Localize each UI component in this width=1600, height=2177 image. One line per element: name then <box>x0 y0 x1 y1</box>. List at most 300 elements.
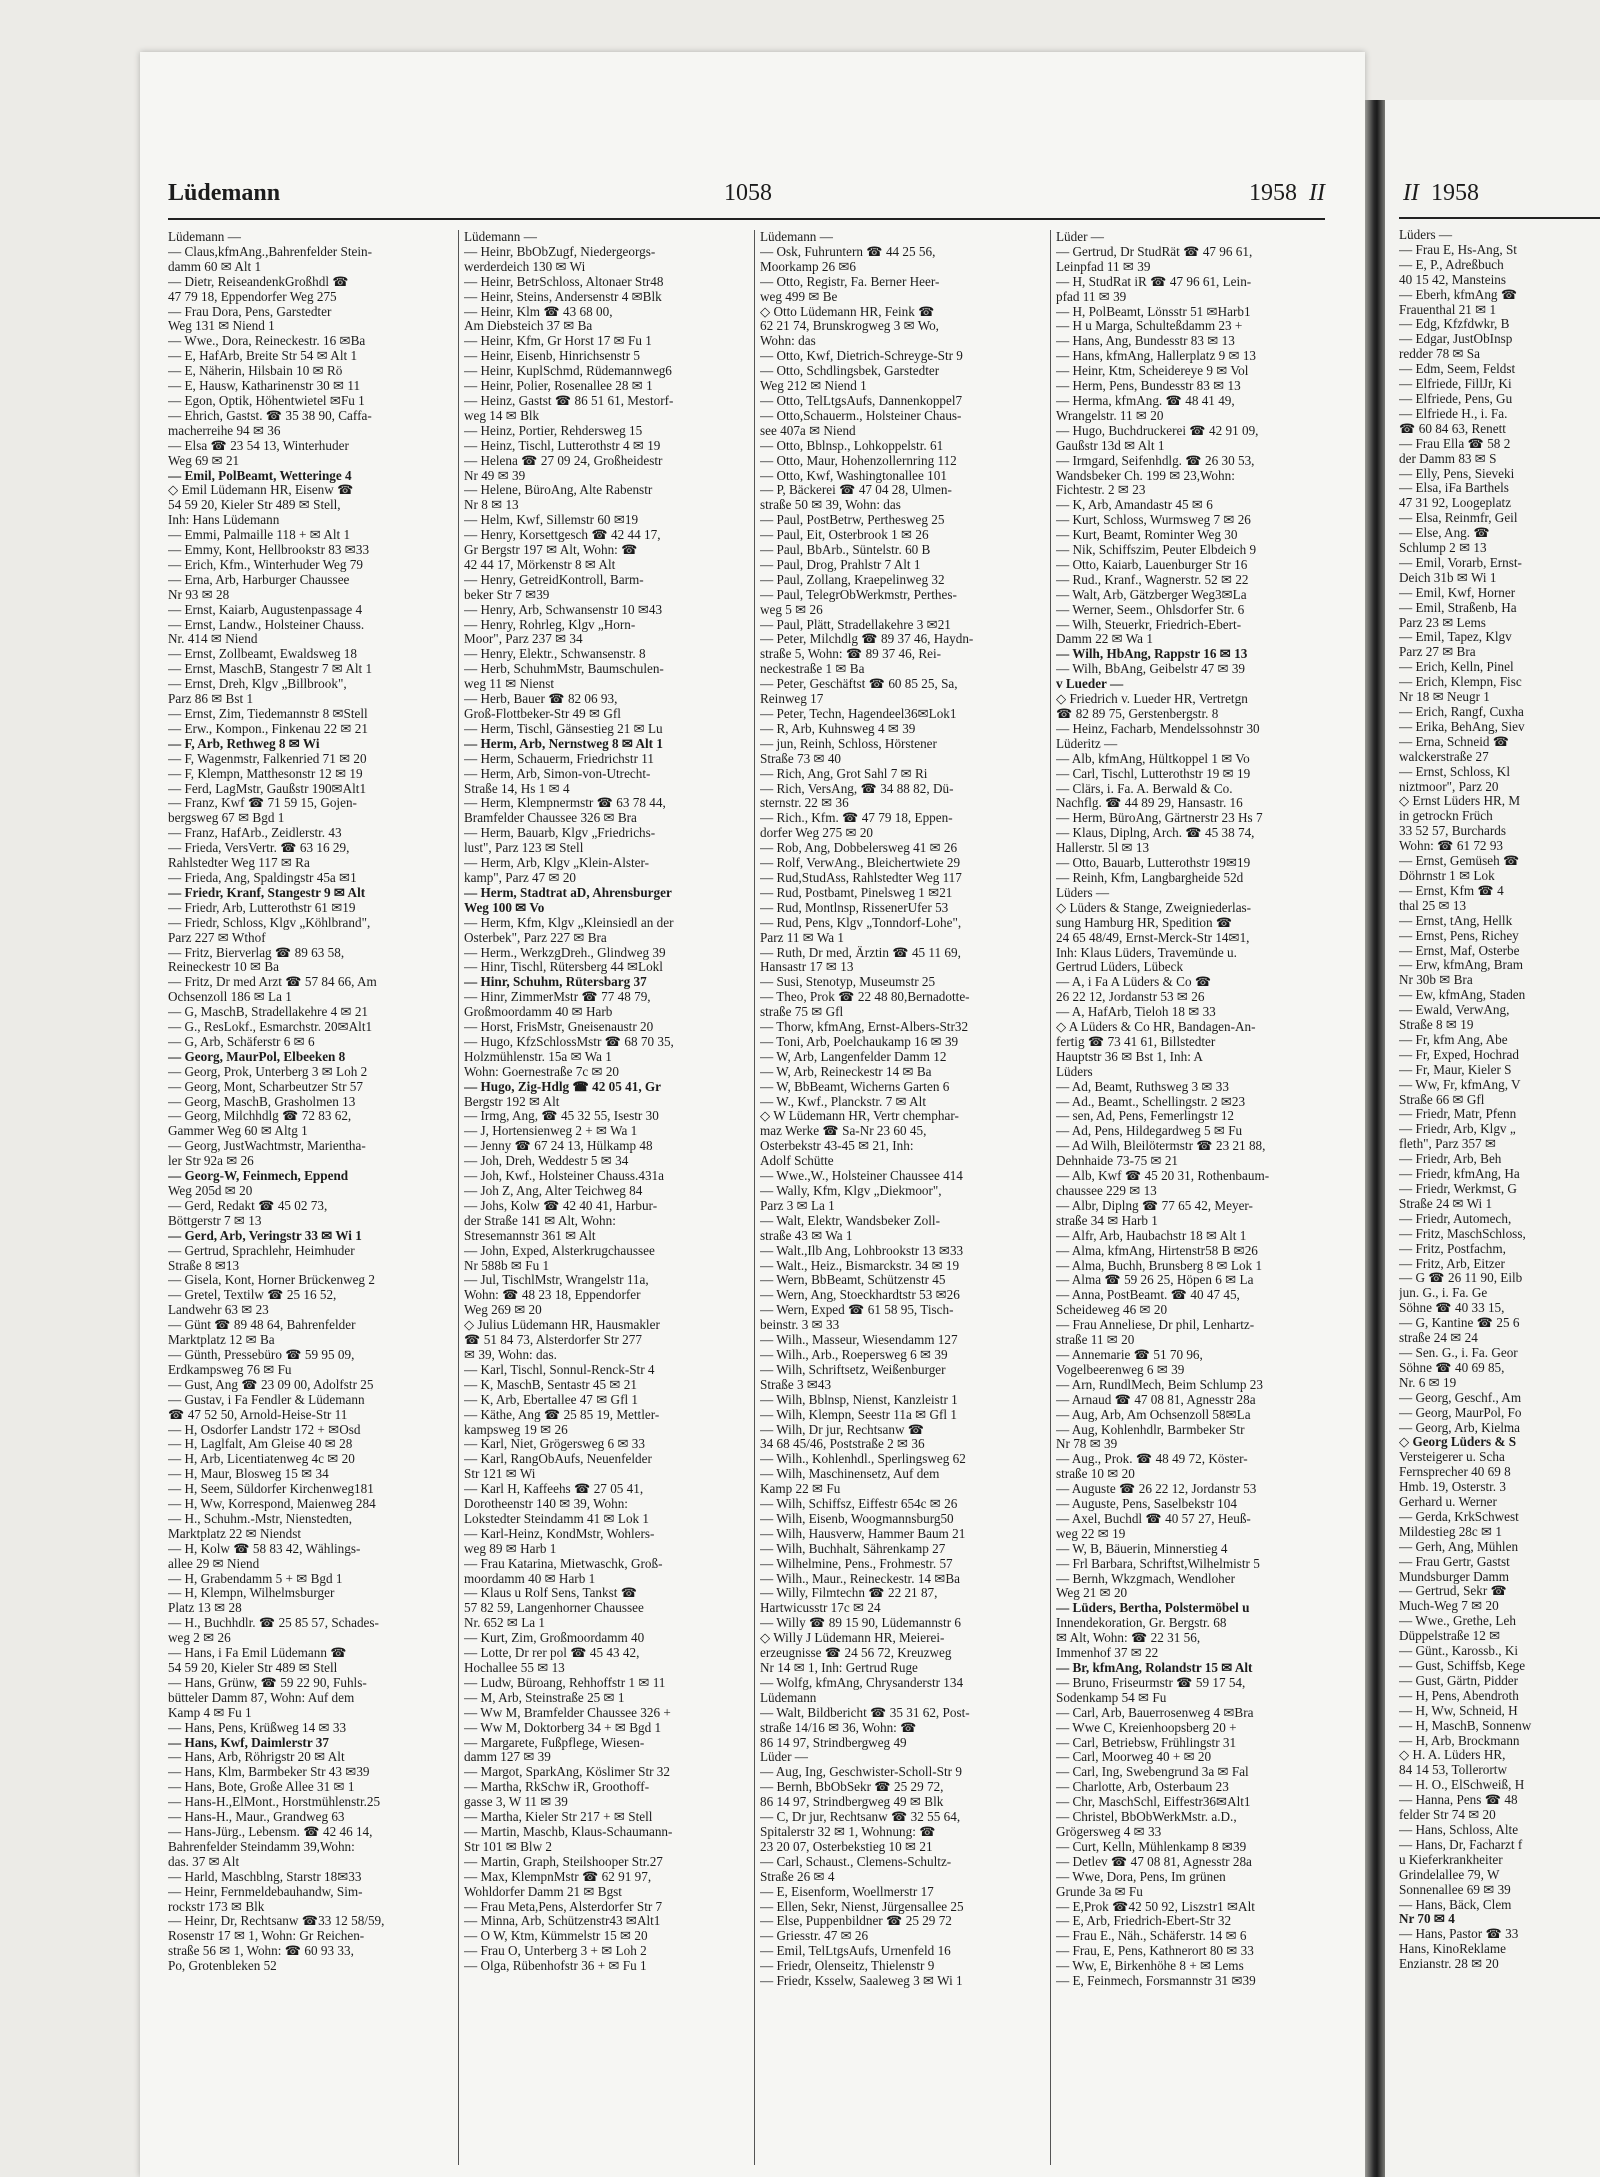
directory-entry-line: — Heinr, BetrSchloss, Altonaer Str48 <box>464 274 664 289</box>
directory-entry-line: — Hinr, Tischl, Rütersberg 44 ✉Lokl <box>464 960 663 975</box>
directory-entry-line: ◇ Emil Lüdemann HR, Eisenw ☎ <box>168 483 354 498</box>
directory-entry-line: — Ernst, Schloss, Kl <box>1399 763 1510 779</box>
directory-entry-line: — Hugo, KfzSchlossMstr ☎ 68 70 35, <box>464 1034 674 1049</box>
directory-entry-line: — Lüders, Bertha, Polstermöbel u <box>1056 1601 1250 1616</box>
directory-entry-line: — Eberh, kfmAng ☎ <box>1399 286 1518 302</box>
directory-entry-line: Nr. 6 ✉ 19 <box>1399 1374 1457 1390</box>
directory-entry-line: — Ernst, Dreh, Klgv „Billbrook", <box>168 677 347 692</box>
directory-entry-line: walckerstraße 27 <box>1399 748 1489 764</box>
directory-entry-line: — K, MaschB, Sentastr 45 ✉ 21 <box>464 1377 637 1392</box>
directory-entry-line: v Lueder — <box>1056 677 1124 692</box>
directory-entry-line: — Franz, Kwf ☎ 71 59 15, Gojen- <box>168 796 357 811</box>
directory-entry-line: — Elfriede, Pens, Gu <box>1399 390 1513 406</box>
directory-entry-line: — Klaus, Diplng, Arch. ☎ 45 38 74, <box>1056 826 1255 841</box>
directory-entry-line: Söhne ☎ 40 33 15, <box>1399 1300 1505 1316</box>
directory-entry-line: — Hans, Bäck, Clem <box>1399 1896 1512 1912</box>
directory-entry-line: — Heinr, KuplSchmd, Rüdemannweg6 <box>464 364 672 379</box>
directory-entry-line: — Wern, Ang, Stoeckhardtstr 53 ✉26 <box>760 1288 960 1303</box>
directory-entry-line: — Edm, Seem, Feldst <box>1399 361 1516 377</box>
directory-entry-line: der Damm 83 ✉ S <box>1399 450 1497 466</box>
directory-entry-line: Sodenkamp 54 ✉ Fu <box>1056 1690 1167 1705</box>
directory-entry-line: 42 44 17, Mörkenstr 8 ✉ Alt <box>464 557 616 572</box>
directory-entry-line: — Friedr, Arb, Beh <box>1399 1151 1502 1167</box>
directory-entry-line: — Edg, Kfzfdwkr, B <box>1399 316 1510 332</box>
directory-entry-line: — Otto,Schauerm., Holsteiner Chaus- <box>760 408 962 423</box>
directory-entry-line: — Otto, Maur, Hohenzollernring 112 <box>760 453 957 468</box>
directory-entry-line: Holzmühlenstr. 15a ✉ Wa 1 <box>464 1049 612 1064</box>
directory-entry-line: — Friedr, Automech, <box>1399 1210 1512 1226</box>
directory-entry-line: — Gertrud, Sprachlehr, Heimhuder <box>168 1243 355 1258</box>
directory-entry-line: — Ww M, Bramfelder Chaussee 326 + <box>464 1705 671 1720</box>
directory-entry-line: 57 82 59, Langenhorner Chaussee <box>464 1601 644 1616</box>
directory-entry-line: — Irmg, Ang, ☎ 45 32 55, Isestr 30 <box>464 1109 659 1124</box>
directory-entry-line: — G., ResLokf., Esmarchstr. 20✉Alt1 <box>168 1020 373 1035</box>
directory-entry-line: — Heinr, Steins, Andersenstr 4 ✉Blk <box>464 289 662 304</box>
directory-entry-line: weg 11 ✉ Nienst <box>464 677 555 692</box>
directory-entry-line: — Curt, Kelln, Mühlenkamp 8 ✉39 <box>1056 1839 1247 1854</box>
directory-entry-line: — Herma, kfmAng. ☎ 48 41 49, <box>1056 393 1235 408</box>
directory-entry-line: — Erw., Kompon., Finkenau 22 ✉ 21 <box>168 721 368 736</box>
directory-entry-line: — Rich, Ang, Grot Sahl 7 ✉ Ri <box>760 766 928 781</box>
directory-entry-line: — Bernh, Wkzgmach, Wendloher <box>1056 1571 1235 1586</box>
column-divider <box>754 230 755 2165</box>
directory-entry-line: — Otto, Bblnsp., Lohkoppelstr. 61 <box>760 438 944 453</box>
directory-entry-line: — Herm, Klempnermstr ☎ 63 78 44, <box>464 796 666 811</box>
directory-entry-line: — E, Feinmech, Forsmannstr 31 ✉39 <box>1056 1974 1256 1989</box>
directory-entry-line: — H, MaschB, Sonnenw <box>1399 1717 1532 1733</box>
directory-entry-line: — Frieda, VersVertr. ☎ 63 16 29, <box>168 841 350 856</box>
directory-entry-line: — Werner, Seem., Ohlsdorfer Str. 6 <box>1056 602 1245 617</box>
directory-entry-line: — K, Arb, Amandastr 45 ✉ 6 <box>1056 498 1213 513</box>
directory-entry-line: — Detlev ☎ 47 08 81, Agnesstr 28a <box>1056 1854 1252 1869</box>
directory-entry-line: — Elsa, iFa Barthels <box>1399 480 1509 496</box>
directory-entry-line: — Karl H, Kaffeehs ☎ 27 05 41, <box>464 1482 644 1497</box>
directory-entry-line: — Ad, Beamt, Ruthsweg 3 ✉ 33 <box>1056 1079 1229 1094</box>
directory-entry-line: Landwehr 63 ✉ 23 <box>168 1303 269 1318</box>
directory-entry-line: Lüders — <box>1056 885 1110 900</box>
right-column <box>1399 228 1600 2158</box>
directory-entry-line: — Griesstr. 47 ✉ 26 <box>760 1929 869 1944</box>
directory-entry-line: — Emil, Straßenb, Ha <box>1399 599 1517 615</box>
directory-entry-line: — Herb, Bauer ☎ 82 06 93, <box>464 692 618 707</box>
directory-entry-line: — E, Hausw, Katharinenstr 30 ✉ 11 <box>168 379 361 394</box>
directory-entry-line: — Herm, Arb, Simon-von-Utrecht- <box>464 766 651 781</box>
directory-entry-line: — Frau E., Näh., Schäferstr. 14 ✉ 6 <box>1056 1929 1247 1944</box>
directory-entry-line: Nr 30b ✉ Bra <box>1399 972 1473 988</box>
directory-entry-line: — Elly, Pens, Sieveki <box>1399 465 1515 481</box>
directory-entry-line: — Wilh, Schiffsz, Eiffestr 654c ✉ 26 <box>760 1497 958 1512</box>
directory-entry-line: Str 101 ✉ Blw 2 <box>464 1839 552 1854</box>
directory-entry-line: — Heinr, Fernmeldebauhandw, Sim- <box>168 1884 363 1899</box>
directory-entry-line: — H, Osdorfer Landstr 172 + ✉Osd <box>168 1422 361 1437</box>
page-number: 1058 <box>724 180 772 206</box>
directory-entry-line: Lüdemann — <box>760 230 833 244</box>
directory-entry-line: ☎ 60 84 63, Renett <box>1399 420 1506 436</box>
directory-entry-line: ler Str 92a ✉ 26 <box>168 1154 254 1169</box>
directory-entry-line: — Martha, Kieler Str 217 + ✉ Stell <box>464 1810 653 1825</box>
directory-entry-line: Gr Bergstr 197 ✉ Alt, Wohn: ☎ <box>464 543 638 558</box>
directory-entry-line: Am Diebsteich 37 ✉ Ba <box>464 319 593 334</box>
directory-entry-line: — Alma, Buchh, Brunsberg 8 ✉ Lok 1 <box>1056 1258 1263 1273</box>
directory-entry-line: Straße 73 ✉ 40 <box>760 751 842 766</box>
directory-entry-line: — Wilh, BbAng, Geibelstr 47 ✉ 39 <box>1056 662 1246 677</box>
directory-entry-line: — W., Kwf., Planckstr. 7 ✉ Alt <box>760 1094 927 1109</box>
directory-entry-line: fertig ☎ 73 41 61, Billstedter <box>1056 1034 1216 1049</box>
directory-entry-line: — Karl-Heinz, KondMstr, Wohlers- <box>464 1526 655 1541</box>
directory-entry-line: — Wilh, HbAng, Rappstr 16 ✉ 13 <box>1056 647 1248 662</box>
directory-entry-line: — Anna, PostBeamt. ☎ 40 47 45, <box>1056 1288 1240 1303</box>
directory-entry-line: — Alma, kfmAng, Hirtenstr58 B ✉26 <box>1056 1243 1258 1258</box>
directory-entry-line: sternstr. 22 ✉ 36 <box>760 796 849 811</box>
directory-entry-line: Inh: Hans Lüdemann <box>168 513 280 528</box>
directory-entry-line: — Frau E, Hs-Ang, St <box>1399 241 1517 257</box>
directory-entry-line: — Ernst, Zim, Tiedemannstr 8 ✉Stell <box>168 707 368 721</box>
directory-entry-line: — Horst, FrisMstr, Gneisenaustr 20 <box>464 1020 654 1035</box>
directory-entry-line: — Georg, MaurPol, Fo <box>1399 1404 1522 1420</box>
year: 1958 <box>1249 180 1298 206</box>
directory-entry-line: Straße 3 ✉43 <box>760 1377 832 1392</box>
directory-entry-line: — Georg, Arb, Kielma <box>1399 1419 1520 1435</box>
directory-entry-line: — H, Kolw ☎ 58 83 42, Wählings- <box>168 1541 361 1556</box>
directory-entry-line: — Paul, PostBetrw, Perthesweg 25 <box>760 513 945 528</box>
directory-entry-line: — Karl, RangObAufs, Neuenfelder <box>464 1452 652 1467</box>
directory-entry-line: — Ehrich, Gastst. ☎ 35 38 90, Caffa- <box>168 408 372 423</box>
directory-entry-line: — Claus,kfmAng.,Bahrenfelder Stein- <box>168 244 372 259</box>
directory-entry-line: — Ad, Pens, Hildegardweg 5 ✉ Fu <box>1056 1124 1243 1139</box>
directory-entry-line: — Rob, Ang, Dobbelersweg 41 ✉ 26 <box>760 841 958 856</box>
directory-entry-line: Lüder — <box>1056 230 1104 244</box>
directory-entry-line: — H, Maur, Blosweg 15 ✉ 34 <box>168 1467 329 1482</box>
directory-entry-line: — Käthe, Ang ☎ 25 85 19, Mettler- <box>464 1407 660 1422</box>
directory-entry-line: — Herm, Arb, Klgv „Klein-Alster- <box>464 856 650 871</box>
directory-entry-line: Mildestieg 28c ✉ 1 <box>1399 1523 1502 1539</box>
directory-entry-line: — Gerd, Redakt ☎ 45 02 73, <box>168 1198 328 1213</box>
directory-entry-line: — Hugo, Buchdruckerei ☎ 42 91 09, <box>1056 423 1259 438</box>
directory-entry-line: 54 59 20, Kieler Str 489 ✉ Stell, <box>168 498 341 513</box>
directory-entry-line: — Joh Z, Ang, Alter Teichweg 84 <box>464 1184 643 1198</box>
directory-entry-line: — H u Marga, Schulteßdamm 23 + <box>1056 319 1243 334</box>
directory-entry-line: weg 499 ✉ Be <box>760 289 838 304</box>
directory-entry-line: — Irmgard, Seifenhdlg. ☎ 26 30 53, <box>1056 453 1255 468</box>
directory-entry-line: — Fr, Exped, Hochrad <box>1399 1046 1519 1062</box>
directory-entry-line: — Aug, Ing, Geschwister-Scholl-Str 9 <box>760 1765 962 1780</box>
directory-entry-line: — Ernst, Kfm ☎ 4 <box>1399 882 1504 898</box>
directory-entry-line: Nr. 652 ✉ La 1 <box>464 1616 546 1631</box>
directory-entry-line: straße 34 ✉ Harb 1 <box>1056 1213 1158 1228</box>
directory-entry-line: — Ernst, MaschB, Stangestr 7 ✉ Alt 1 <box>168 662 373 677</box>
directory-entry-line: damm 60 ✉ Alt 1 <box>168 259 262 274</box>
directory-entry-line: — Gertrud, Dr StudRät ☎ 47 96 61, <box>1056 244 1253 259</box>
directory-entry-line: — Günt., Karossb., Ki <box>1399 1643 1519 1659</box>
directory-entry-line: — Georg, Prok, Unterberg 3 ✉ Loh 2 <box>168 1064 368 1079</box>
directory-entry-line: — Ww, E, Birkenhöhe 8 + ✉ Lems <box>1056 1959 1244 1974</box>
directory-entry-line: ✉ Alt, Wohn: ☎ 22 31 56, <box>1056 1631 1201 1646</box>
directory-entry-line: Groß-Flottbeker-Str 49 ✉ Gfl <box>464 707 621 721</box>
directory-entry-line: — Otto, Kwf, Dietrich-Schreyge-Str 9 <box>760 349 963 364</box>
directory-entry-line: — Elsa, Reinmfr, Geil <box>1399 510 1518 526</box>
directory-entry-line: Bramfelder Chaussee 326 ✉ Bra <box>464 811 637 826</box>
directory-entry-line: Immenhof 37 ✉ 22 <box>1056 1646 1159 1661</box>
directory-entry-line: Dorotheenstr 140 ✉ 39, Wohn: <box>464 1497 628 1512</box>
directory-entry-line: weg 5 ✉ 26 <box>760 602 823 617</box>
directory-entry-line: — Hans, Klm, Barmbeker Str 43 ✉39 <box>168 1765 370 1780</box>
directory-entry-line: — E, Eisenform, Woellmerstr 17 <box>760 1884 934 1899</box>
directory-entry-line: — Alma ☎ 59 26 25, Höpen 6 ✉ La <box>1056 1273 1254 1288</box>
directory-entry-line: — Paul, Drog, Prahlstr 7 Alt 1 <box>760 557 921 572</box>
directory-entry-line: bütteler Damm 87, Wohn: Auf dem <box>168 1690 355 1705</box>
directory-entry-line: — E, P., Adreßbuch <box>1399 256 1504 272</box>
directory-entry-line: — Hinr, ZimmerMstr ☎ 77 48 79, <box>464 990 651 1005</box>
directory-entry-line: lust", Parz 123 ✉ Stell <box>464 841 584 856</box>
directory-entry-line: — Margot, SparkAng, Köslimer Str 32 <box>464 1765 670 1780</box>
directory-entry-line: Rahlstedter Weg 117 ✉ Ra <box>168 856 310 871</box>
directory-entry-line: Weg 100 ✉ Vo <box>464 900 545 915</box>
directory-entry-line: — H, Arb, Licentiatenweg 4c ✉ 20 <box>168 1452 355 1467</box>
directory-entry-line: Nr 18 ✉ Neugr 1 <box>1399 689 1490 705</box>
directory-entry-line: — G, Arb, Schäferstr 6 ✉ 6 <box>168 1034 315 1049</box>
directory-entry-line: — Rud, Pens, Klgv „Tonndorf-Lohe", <box>760 915 962 930</box>
directory-entry-line: Po, Grotenbleken 52 <box>168 1959 277 1974</box>
directory-entry-line: — Heinr, Ktm, Scheidereye 9 ✉ Vol <box>1056 364 1249 379</box>
directory-entry-line: Wohn: ☎ 61 72 93 <box>1399 838 1504 854</box>
directory-entry-line: Gaußstr 13d ✉ Alt 1 <box>1056 438 1165 453</box>
directory-entry-line: — Peter, Techn, Hagendeel36✉Lok1 <box>760 707 957 721</box>
directory-entry-line: weg 14 ✉ Blk <box>464 408 540 423</box>
directory-entry-line: straße 11 ✉ 20 <box>1056 1333 1135 1348</box>
directory-entry-line: redder 78 ✉ Sa <box>1399 346 1480 362</box>
directory-entry-line: — Georg, Geschf., Am <box>1399 1389 1522 1405</box>
directory-entry-line: straße 50 ✉ 39, Wohn: das <box>760 498 901 513</box>
directory-entry-line: — Toni, Arb, Poelchaukamp 16 ✉ 39 <box>760 1034 959 1049</box>
directory-entry-line: — Elsa ☎ 23 54 13, Winterhuder <box>168 438 349 453</box>
directory-entry-line: — Jul, TischlMstr, Wrangelstr 11a, <box>464 1273 649 1288</box>
directory-entry-line: — Erw, kfmAng, Bram <box>1399 957 1524 973</box>
directory-entry-line: — Auguste, Pens, Saselbekstr 104 <box>1056 1497 1237 1512</box>
directory-entry-line: — Alb, Kwf ☎ 45 20 31, Rothenbaum- <box>1056 1169 1270 1184</box>
directory-entry-line: niztmoor", Parz 20 <box>1399 778 1499 794</box>
directory-entry-line: — Heinr, Klm ☎ 43 68 00, <box>464 304 613 319</box>
directory-entry-line: — Peter, Milchdlg ☎ 89 37 46, Haydn- <box>760 632 974 647</box>
directory-entry-line: Straße 24 ✉ Wi 1 <box>1399 1195 1493 1211</box>
directory-entry-line: — Heinr, Kfm, Gr Horst 17 ✉ Fu 1 <box>464 334 652 349</box>
directory-entry-line: — Joh, Kwf., Holsteiner Chauss.431a <box>464 1169 664 1184</box>
directory-entry-line: — Wilh, Klempn, Seestr 11a ✉ Gfl 1 <box>760 1407 957 1422</box>
directory-entry-line: — Carl, Moorweg 40 + ✉ 20 <box>1056 1750 1212 1765</box>
directory-entry-line: Deich 31b ✉ Wi 1 <box>1399 569 1497 585</box>
directory-entry-line: — Wally, Kfm, Klgv „Diekmoor", <box>760 1184 942 1198</box>
directory-entry-line: — Wwe.,W., Holsteiner Chaussee 414 <box>760 1169 963 1184</box>
directory-entry-line: — Ellen, Sekr, Nienst, Jürgensallee 25 <box>760 1899 964 1914</box>
directory-entry-line: — Fr, Maur, Kieler S <box>1399 1061 1512 1077</box>
right-page <box>1385 100 1600 2177</box>
directory-entry-line: — Heinz, Gastst ☎ 86 51 61, Mestorf- <box>464 393 674 408</box>
directory-entry-line: rockstr 173 ✉ Blk <box>168 1899 265 1914</box>
directory-entry-line: — Wilh., Kohlenhdl., Sperlingsweg 62 <box>760 1452 966 1467</box>
directory-entry-line: — Reinh, Kfm, Langbargheide 52d <box>1056 870 1244 885</box>
directory-entry-line: — M, Arb, Steinstraße 25 ✉ 1 <box>464 1690 625 1705</box>
directory-entry-line: — C, Dr jur, Rechtsanw ☎ 32 55 64, <box>760 1810 961 1825</box>
directory-entry-line: — Emil, Kwf, Horner <box>1399 584 1516 600</box>
directory-entry-line: — Hans, Bote, Große Allee 31 ✉ 1 <box>168 1780 355 1795</box>
directory-entry-line: thal 25 ✉ 13 <box>1399 897 1467 913</box>
directory-entry-line: — Fr, kfm Ang, Abe <box>1399 1031 1508 1047</box>
directory-entry-line: — Fritz, Bierverlag ☎ 89 63 58, <box>168 945 345 960</box>
directory-entry-line: Nr 70 ✉ 4 <box>1399 1911 1455 1927</box>
directory-entry-line: — Hans, Grünw, ☎ 59 22 90, Fuhls- <box>168 1675 367 1690</box>
directory-entry-line: — Wilhelmine, Pens., Frohmestr. 57 <box>760 1556 953 1571</box>
directory-entry-line: Straße 14, Hs 1 ✉ 4 <box>464 781 570 796</box>
directory-entry-line: — Hugo, Zig-Hdlg ☎ 42 05 41, Gr <box>464 1079 662 1094</box>
directory-entry-line: — Frau, E, Pens, Kathnerort 80 ✉ 33 <box>1056 1944 1254 1959</box>
directory-entry-line: — Br, kfmAng, Rolandstr 15 ✉ Alt <box>1056 1661 1253 1675</box>
directory-entry-line: — Elfriede H., i. Fa. <box>1399 405 1508 421</box>
directory-entry-line: — Frieda, Ang, Spaldingstr 45a ✉1 <box>168 870 357 885</box>
directory-entry-line: — E,Prok ☎42 50 92, Liszstr1 ✉Alt <box>1056 1899 1255 1914</box>
running-head-name: Lüdemann <box>168 180 281 206</box>
directory-entry-line: — Herm, Pens, Bundesstr 83 ✉ 13 <box>1056 379 1241 394</box>
directory-entry-line: — H., Schuhm.-Mstr, Nienstedten, <box>168 1511 353 1526</box>
directory-entry-line: — Herm, Stadtrat aD, Ahrensburger <box>464 885 672 900</box>
directory-entry-line: beker Str 7 ✉39 <box>464 587 550 602</box>
directory-entry-line: — Gustav, i Fa Fendler & Lüdemann <box>168 1392 365 1407</box>
directory-entry-line: — Hans, Schloss, Alte <box>1399 1821 1519 1837</box>
directory-entry-line: Marktplatz 22 ✉ Niendst <box>168 1526 302 1541</box>
directory-entry-line: — A, i Fa A Lüders & Co ☎ <box>1056 975 1212 990</box>
directory-entry-line: — sen, Ad, Pens, Femerlingstr 12 <box>1056 1109 1235 1124</box>
directory-entry-line: — Gust, Gärtn, Pidder <box>1399 1672 1519 1688</box>
directory-entry-line: straße 5, Wohn: ☎ 89 37 46, Rei- <box>760 647 942 662</box>
directory-entry-line: Reinweg 17 <box>760 692 824 707</box>
directory-entry-line: — Rud, Postbamt, Pinelsweg 1 ✉21 <box>760 885 953 900</box>
directory-entry-line: — Willy ☎ 89 15 90, Lüdemannstr 6 <box>760 1616 961 1631</box>
directory-entry-line: — Harld, Maschblng, Starstr 18✉33 <box>168 1869 362 1884</box>
volume: II <box>1309 180 1325 206</box>
directory-entry-line: — H, StudRat iR ☎ 47 96 61, Lein- <box>1056 274 1252 289</box>
directory-entry-line: — Gretel, Textilw ☎ 25 16 52, <box>168 1288 337 1303</box>
directory-entry-line: 33 52 57, Burchards <box>1399 823 1506 839</box>
directory-entry-line: — Friedr, Arb, Klgv „ <box>1399 1121 1516 1137</box>
directory-entry-line: — Helm, Kwf, Sillemstr 60 ✉19 <box>464 513 639 528</box>
directory-entry-line: Nr. 414 ✉ Niend <box>168 632 258 647</box>
right-header-rule <box>1399 217 1600 219</box>
directory-entry-line: — H, Seem, Süldorfer Kirchenweg181 <box>168 1482 374 1497</box>
directory-entry-line: Adolf Schütte <box>760 1154 834 1169</box>
directory-entry-line: — Erich, Kelln, Pinel <box>1399 659 1514 675</box>
directory-entry-line: — Kurt, Beamt, Rominter Weg 30 <box>1056 528 1238 543</box>
directory-entry-line: Weg 269 ✉ 20 <box>464 1303 542 1318</box>
directory-entry-line: Osterbekstr 43-45 ✉ 21, Inh: <box>760 1139 914 1154</box>
directory-entry-line: — Emil, Vorarb, Ernst- <box>1399 554 1522 570</box>
right-volume: II <box>1403 180 1419 206</box>
directory-entry-line: — Frau Ella ☎ 58 2 <box>1399 435 1511 451</box>
directory-entry-line: — Thorw, kfmAng, Ernst-Albers-Str32 <box>760 1020 969 1035</box>
directory-entry-line: — Klaus u Rolf Sens, Tankst ☎ <box>464 1586 638 1601</box>
directory-entry-line: Straße 8 ✉13 <box>168 1258 240 1273</box>
directory-entry-line: das. 37 ✉ Alt <box>168 1854 240 1869</box>
directory-entry-line: — Auguste ☎ 26 22 12, Jordanstr 53 <box>1056 1482 1257 1497</box>
directory-entry-line: Bergstr 192 ✉ Alt <box>464 1094 560 1109</box>
directory-entry-line: — Ew, kfmAng, Staden <box>1399 987 1526 1003</box>
directory-entry-line: — Else, Ang. ☎ <box>1399 525 1490 541</box>
right-page-header <box>1403 180 1479 207</box>
directory-entry-line: der Straße 141 ✉ Alt, Wohn: <box>464 1213 616 1228</box>
directory-entry-line: Lokstedter Steindamm 41 ✉ Lok 1 <box>464 1511 650 1526</box>
directory-entry-line: — Frau Gertr, Gastst <box>1399 1553 1510 1569</box>
directory-entry-line: — Friedr, Kranf, Stangestr 9 ✉ Alt <box>168 885 366 900</box>
directory-entry-line: Straße 8 ✉ 19 <box>1399 1017 1474 1033</box>
directory-entry-line: — Heinr, Eisenb, Hinrichsenstr 5 <box>464 349 641 364</box>
directory-entry-line: beinstr. 3 ✉ 33 <box>760 1318 840 1333</box>
directory-entry-line: Versteigerer u. Scha <box>1399 1449 1505 1465</box>
directory-entry-line: Enzianstr. 28 ✉ 20 <box>1399 1956 1499 1972</box>
directory-entry-line: — Gerd, Arb, Veringstr 33 ✉ Wi 1 <box>168 1228 362 1243</box>
directory-entry-line: Grögersweg 4 ✉ 33 <box>1056 1824 1162 1839</box>
directory-entry-line: — H, Ww, Schneid, H <box>1399 1702 1518 1718</box>
page-header <box>168 180 1325 220</box>
directory-entry-line: Nr 14 ✉ 1, Inh: Gertrud Ruge <box>760 1661 918 1675</box>
directory-entry-line: 54 59 20, Kieler Str 489 ✉ Stell <box>168 1661 338 1675</box>
directory-entry-line: — P, Bäckerei ☎ 47 04 28, Ulmen- <box>760 483 952 498</box>
directory-entry-line: Erdkampsweg 76 ✉ Fu <box>168 1362 292 1377</box>
directory-entry-line: — Walt, Arb, Gätzberger Weg3✉La <box>1056 587 1247 602</box>
header-rule <box>168 218 1325 220</box>
directory-entry-line: ☎ 82 89 75, Gerstenbergstr. 8 <box>1056 707 1219 721</box>
directory-entry-line: Nr 93 ✉ 28 <box>168 587 230 602</box>
directory-entry-line: — Frau Dora, Pens, Garstedter <box>168 304 332 319</box>
directory-entry-line: — Henry, Arb, Schwansenstr 10 ✉43 <box>464 602 663 617</box>
column-divider <box>1050 230 1051 2165</box>
directory-entry-line: ◇ H. A. Lüders HR, <box>1399 1747 1506 1763</box>
directory-entry-line: — Rich, VersAng, ☎ 34 88 82, Dü- <box>760 781 954 796</box>
directory-entry-line: Hauptstr 36 ✉ Bst 1, Inh: A <box>1056 1049 1203 1064</box>
directory-entry-line: — Ernst, Maf, Osterbe <box>1399 942 1520 958</box>
directory-entry-line: — H, PolBeamt, Lönsstr 51 ✉Harb1 <box>1056 304 1251 319</box>
directory-entry-line: straße 75 ✉ Gfl <box>760 1005 844 1020</box>
directory-entry-line: — Otto, Kwf, Washingtonallee 101 <box>760 468 947 483</box>
directory-entry-line: — Hans-Jürg., Lebensm. ☎ 42 46 14, <box>168 1824 373 1839</box>
directory-entry-line: Marktplatz 12 ✉ Ba <box>168 1333 275 1348</box>
directory-entry-line: Gammer Weg 60 ✉ Altg 1 <box>168 1124 308 1139</box>
directory-entry-line: — Fritz, Arb, Eitzer <box>1399 1255 1505 1271</box>
directory-entry-line: neckestraße 1 ✉ Ba <box>760 662 865 677</box>
directory-entry-line: — Wwe., Dora, Reineckestr. 16 ✉Ba <box>168 334 366 349</box>
directory-entry-line: ◇ Willy J Lüdemann HR, Meierei- <box>760 1631 945 1646</box>
directory-entry-line: — Georg, Mont, Scharbeutzer Str 57 <box>168 1079 363 1094</box>
directory-entry-line: kamp", Parz 47 ✉ 20 <box>464 870 577 885</box>
directory-entry-line: Nr 8 ✉ 13 <box>464 498 519 513</box>
directory-entry-line: — Otto, Registr, Fa. Berner Heer- <box>760 274 940 289</box>
directory-entry-line: — Friedr, Arb, Lutterothstr 61 ✉19 <box>168 900 356 915</box>
directory-entry-line: — G, MaschB, Stradellakehre 4 ✉ 21 <box>168 1005 369 1020</box>
directory-entry-line: — Herm, Schauerm, Friedrichstr 11 <box>464 751 654 766</box>
directory-entry-line: — Herm, Tischl, Gänsestieg 21 ✉ Lu <box>464 721 663 736</box>
directory-entry-line: — Walt., Heiz., Bismarckstr. 34 ✉ 19 <box>760 1258 960 1273</box>
directory-entry-line: — Erich, Rangf, Cuxha <box>1399 704 1524 719</box>
directory-entry-line: — Wern, BbBeamt, Schützenstr 45 <box>760 1273 946 1288</box>
directory-entry-line: — Emil, TelLtgsAufs, Urnenfeld 16 <box>760 1944 951 1959</box>
directory-entry-line: 62 21 74, Brunskrogweg 3 ✉ Wo, <box>760 319 939 334</box>
directory-entry-line: — Ernst, Pens, Richey <box>1399 927 1519 943</box>
directory-entry-line: — Wilh, Buchhalt, Sährenkamp 27 <box>760 1541 946 1556</box>
directory-entry-line: — Else, Puppenbildner ☎ 25 29 72 <box>760 1914 952 1929</box>
directory-entry-line: ◇ Friedrich v. Lueder HR, Vertretgn <box>1056 692 1248 707</box>
directory-entry-line: — Henry, Elektr., Schwansenstr. 8 <box>464 647 646 662</box>
directory-entry-line: Wandsbeker Ch. 199 ✉ 23,Wohn: <box>1056 468 1235 483</box>
directory-entry-line: — Wilh, Bblnsp, Nienst, Kanzleistr 1 <box>760 1392 958 1407</box>
directory-entry-line: — Wilh, Dr jur, Rechtsanw ☎ <box>760 1422 925 1437</box>
directory-entry-line: dorfer Weg 275 ✉ 20 <box>760 826 874 841</box>
directory-entry-line: — Fritz, Postfachm, <box>1399 1240 1506 1256</box>
